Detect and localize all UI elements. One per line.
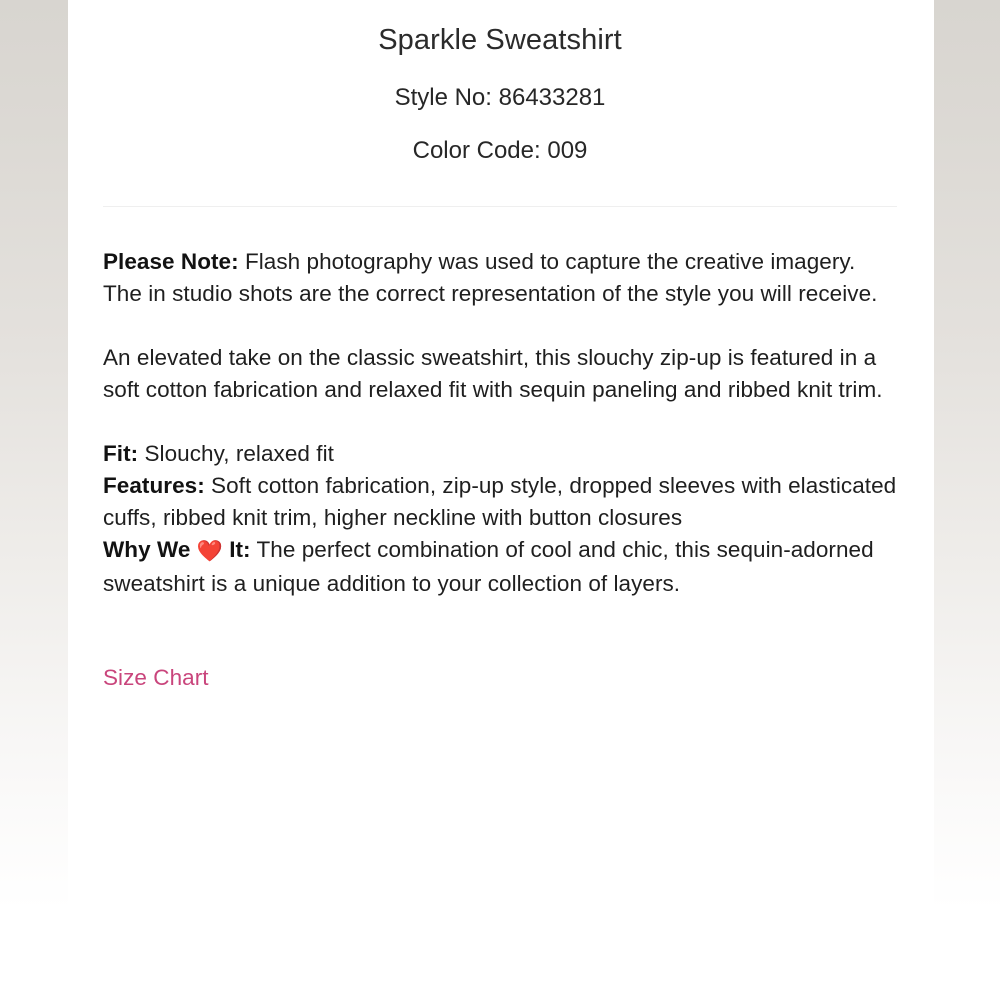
fit-line [103, 438, 897, 470]
please-note-paragraph [103, 246, 897, 310]
why-we-love-it-label-before: Why We [103, 537, 197, 563]
spec-block [103, 438, 897, 600]
color-code: Color Code: 009 [412, 137, 588, 165]
header-divider [103, 206, 897, 207]
features-label: Features: [103, 473, 205, 499]
why-we-love-it-label-after: It: [222, 537, 251, 563]
please-note-label: Please Note: [103, 249, 239, 275]
size-chart-link[interactable]: Size Chart [103, 665, 209, 691]
why-we-love-it-text: The perfect combination of cool and chic, this sequin-adorned sweatshirt is a unique addition to your collection of layers. [103, 537, 874, 597]
please-note-text: Flash photography was used to capture the creative imagery. The in studio shots are the correct representation of the style you will receive. [103, 249, 878, 307]
features-value: Soft cotton fabrication, zip-up style, dropped sleeves with elasticated cuffs, ribbed knit trim, higher neckline with button closures [103, 473, 897, 531]
red-heart-icon: ❤️ [196, 540, 223, 564]
fit-value: Slouchy, relaxed fit [138, 441, 334, 467]
left-edge-gradient-panel [0, 0, 68, 910]
fit-label: Fit: [103, 441, 139, 467]
overview-paragraph: An elevated take on the classic sweatshirt, this slouchy zip-up is featured in a soft cotton fabrication and relaxed fit with sequin paneling and ribbed knit trim. [103, 345, 883, 403]
content-column [103, 0, 897, 694]
right-edge-gradient-panel [934, 0, 1000, 910]
page-title: Sparkle Sweatshirt [378, 24, 622, 56]
why-we-love-it-line [103, 534, 897, 600]
features-line [103, 470, 897, 534]
style-number: Style No: 86433281 [394, 84, 606, 112]
description-body [103, 246, 897, 600]
product-header [103, 0, 897, 166]
